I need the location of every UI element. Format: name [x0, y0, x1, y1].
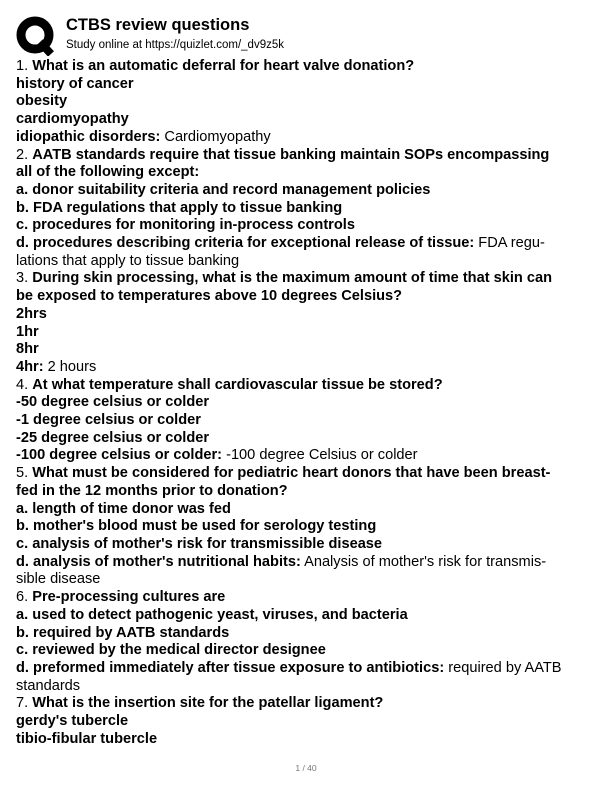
plain-text: -100 degree Celsius or colder	[222, 447, 418, 464]
text-line	[16, 58, 600, 76]
bold-text: -1 degree celsius or colder	[16, 412, 201, 429]
plain-text: 3.	[16, 270, 33, 287]
bold-text: tibio-fibular tubercle	[16, 730, 158, 747]
bold-text: idiopathic disorders:	[16, 128, 161, 145]
plain-text: lations that apply to tissue banking	[16, 252, 240, 269]
plain-text: FDA regu-	[474, 235, 545, 252]
text-line	[16, 465, 600, 483]
bold-text: b. mother's blood must be used for serology testing	[16, 518, 377, 535]
text-line	[16, 129, 600, 147]
text-line	[16, 571, 600, 589]
text-line	[16, 93, 600, 111]
text-line	[16, 253, 600, 271]
bold-text: gerdy's tubercle	[16, 713, 129, 730]
bold-text: obesity	[16, 93, 68, 110]
bold-text: Pre-processing cultures are	[32, 589, 226, 606]
text-line	[16, 447, 600, 465]
bold-text: c. reviewed by the medical director designee	[16, 642, 326, 659]
bold-text: What is an automatic deferral for heart valve donation?	[32, 58, 415, 74]
bold-text: cardiomyopathy	[16, 111, 129, 128]
plain-text: 2.	[16, 146, 33, 163]
plain-text: Cardiomyopathy	[160, 128, 271, 145]
plain-text: 4.	[16, 376, 33, 393]
bold-text: be exposed to temperatures above 10 degrees Celsius?	[16, 288, 403, 305]
document-title: CTBS review questions	[66, 16, 250, 34]
text-line	[16, 731, 600, 749]
text-line	[16, 200, 600, 218]
page-number: 1 / 40	[295, 763, 317, 773]
question-list	[16, 58, 600, 748]
bold-text: a. length of time donor was fed	[16, 500, 231, 517]
text-line	[16, 642, 600, 660]
bold-text: a. donor suitability criteria and record management policies	[16, 181, 431, 198]
plain-text: required by AATB	[444, 659, 562, 676]
bold-text: At what temperature shall cardiovascular tissue be stored?	[32, 376, 443, 393]
bold-text: b. required by AATB standards	[16, 624, 230, 641]
text-line	[16, 76, 600, 94]
bold-text: fed in the 12 months prior to donation?	[16, 482, 288, 499]
text-line	[16, 182, 600, 200]
text-line	[16, 235, 600, 253]
text-line	[16, 306, 600, 324]
text-line	[16, 217, 600, 235]
bold-text: What is the insertion site for the patellar ligament?	[32, 695, 384, 712]
bold-text: d. preformed immediately after tissue exposure to antibiotics:	[16, 659, 445, 676]
text-line	[16, 660, 600, 678]
text-line	[16, 518, 600, 536]
plain-text: Analysis of mother's risk for transmis-	[300, 553, 547, 570]
text-line	[16, 589, 600, 607]
text-line	[16, 324, 600, 342]
bold-text: During skin processing, what is the maximum amount of time that skin can	[32, 270, 553, 287]
plain-text: sible disease	[16, 571, 101, 588]
text-line	[16, 111, 600, 129]
plain-text: standards	[16, 677, 81, 694]
quizlet-logo-icon	[16, 16, 56, 56]
text-line	[16, 713, 600, 731]
text-line	[16, 695, 600, 713]
text-line	[16, 678, 600, 696]
plain-text: 1.	[16, 58, 33, 74]
plain-text: 7.	[16, 695, 33, 712]
bold-text: 8hr	[16, 341, 39, 358]
bold-text: AATB standards require that tissue banking maintain SOPs encompassing	[32, 146, 550, 163]
bold-text: -25 degree celsius or colder	[16, 429, 210, 446]
text-line	[16, 554, 600, 572]
text-line	[16, 625, 600, 643]
text-line	[16, 394, 600, 412]
plain-text: 6.	[16, 589, 33, 606]
bold-text: history of cancer	[16, 75, 134, 92]
bold-text: d. procedures describing criteria for exceptional release of tissue:	[16, 235, 475, 252]
bold-text: 4hr:	[16, 358, 44, 375]
bold-text: b. FDA regulations that apply to tissue banking	[16, 199, 343, 216]
bold-text: d. analysis of mother's nutritional habits:	[16, 553, 301, 570]
text-line	[16, 412, 600, 430]
text-line	[16, 270, 600, 288]
text-line	[16, 288, 600, 306]
bold-text: 1hr	[16, 323, 39, 340]
bold-text: -50 degree celsius or colder	[16, 394, 210, 411]
bold-text: a. used to detect pathogenic yeast, viruses, and bacteria	[16, 606, 408, 623]
text-line	[16, 607, 600, 625]
plain-text: 2 hours	[43, 358, 97, 375]
page-header	[16, 14, 596, 54]
text-line	[16, 377, 600, 395]
text-line	[16, 536, 600, 554]
text-line	[16, 164, 600, 182]
text-line	[16, 483, 600, 501]
bold-text: c. analysis of mother's risk for transmissible disease	[16, 535, 383, 552]
text-line	[16, 430, 600, 448]
text-line	[16, 341, 600, 359]
text-line	[16, 501, 600, 519]
bold-text: 2hrs	[16, 305, 47, 322]
bold-text: all of the following except:	[16, 164, 200, 181]
bold-text: What must be considered for pediatric heart donors that have been breast-	[32, 465, 551, 482]
bold-text: -100 degree celsius or colder:	[16, 447, 223, 464]
text-line	[16, 147, 600, 165]
plain-text: 5.	[16, 465, 33, 482]
text-line	[16, 359, 600, 377]
bold-text: c. procedures for monitoring in-process controls	[16, 217, 355, 234]
study-link[interactable]: Study online at https://quizlet.com/_dv9z5k	[66, 39, 284, 51]
